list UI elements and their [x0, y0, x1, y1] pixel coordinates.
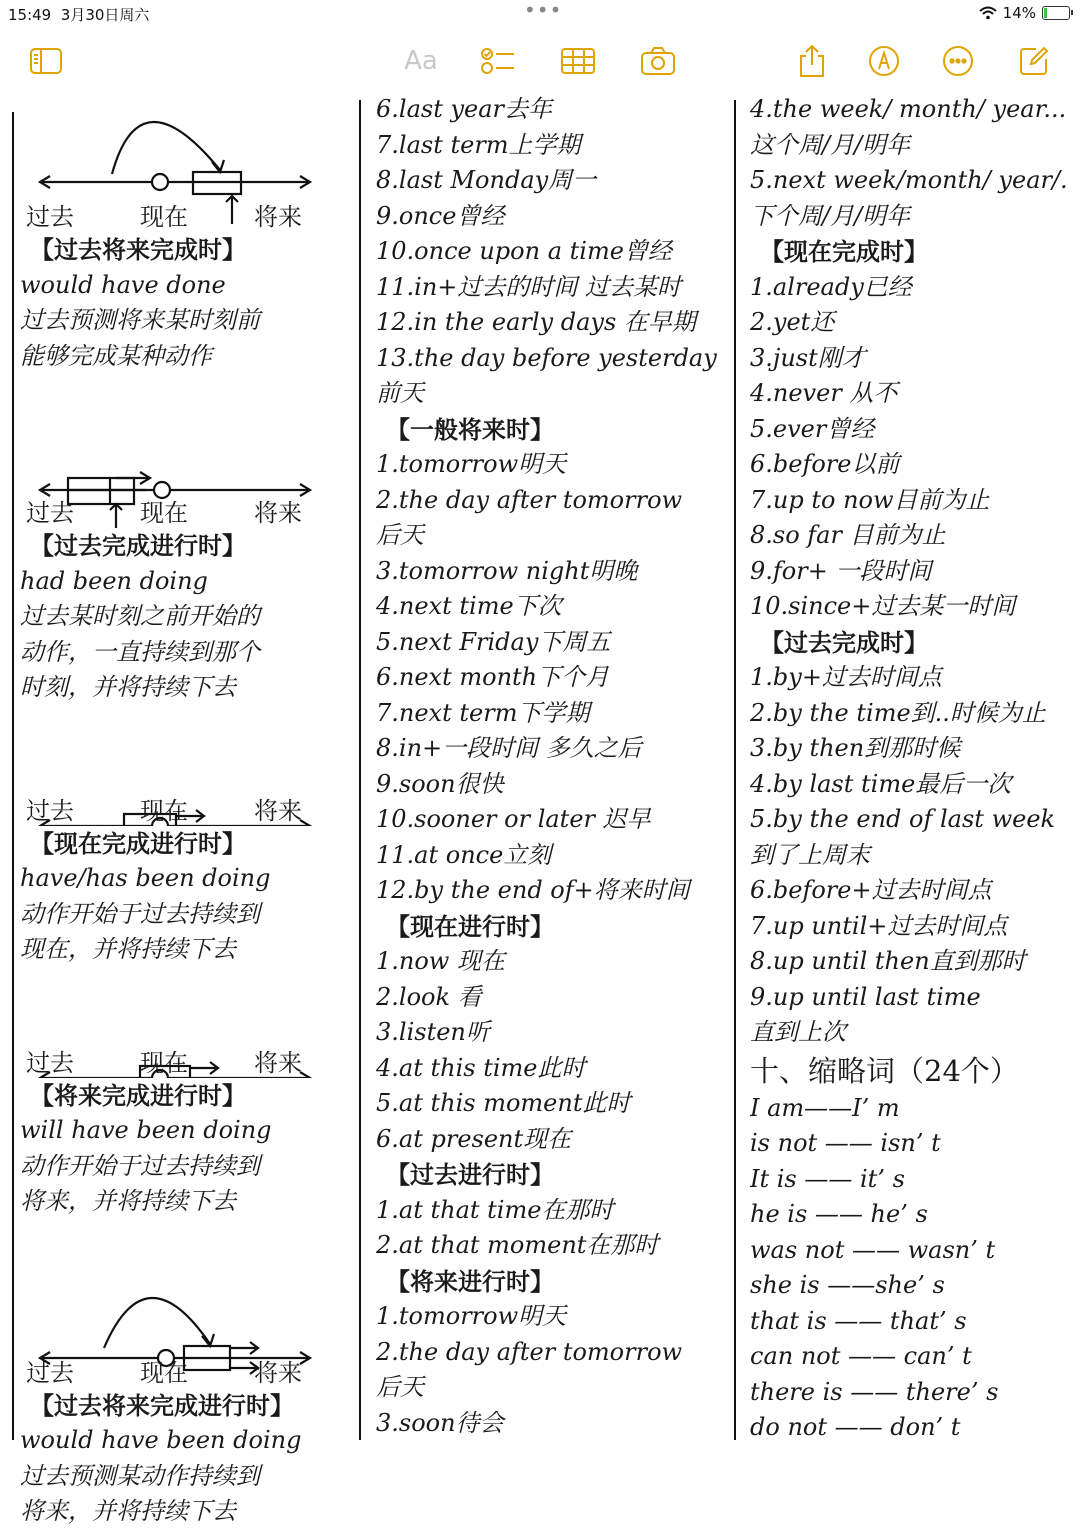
- note-line: 11.in+过去的时间 过去某时: [376, 272, 682, 301]
- section-heading: 【将来进行时】: [386, 1266, 554, 1296]
- note-line: 12.in the early days 在早期: [376, 308, 696, 336]
- status-right: [979, 4, 1070, 22]
- table-icon: [560, 47, 596, 75]
- note-line: 7.up to now目前为止: [750, 485, 990, 514]
- more-button[interactable]: [940, 38, 976, 84]
- note-line: 7.next term下学期: [376, 698, 590, 727]
- note-line: 2.the day after tomorrow: [376, 1337, 683, 1366]
- note-line: 7.up until+过去时间点: [750, 911, 1008, 940]
- status-bar: [0, 0, 1080, 28]
- note-line: 4.next time下次: [376, 592, 562, 620]
- note-line: do not —— don’ t: [750, 1413, 961, 1441]
- section-title: 十、缩略词（24个）: [750, 1053, 1019, 1088]
- battery-icon: [1042, 6, 1070, 20]
- note-line: 7.last term上学期: [376, 130, 581, 159]
- note-line: 1.already已经: [750, 272, 912, 301]
- compose-button[interactable]: [1016, 38, 1052, 84]
- note-line: 6.last year去年: [376, 95, 553, 123]
- format-button[interactable]: Aa: [404, 46, 438, 76]
- timeline-diagram: [20, 756, 340, 826]
- note-line: 5.by the end of last week: [750, 805, 1056, 833]
- note-line: 后天: [376, 521, 424, 549]
- section-heading: 【过去将来完成进行时】: [30, 1390, 294, 1420]
- section-heading: 【过去完成时】: [760, 627, 928, 657]
- share-button[interactable]: [794, 38, 830, 84]
- section-heading: 【过去进行时】: [386, 1160, 554, 1189]
- status-time: 15:49 3月30日周六: [8, 6, 150, 24]
- camera-icon: [640, 46, 676, 76]
- timeline-label-future: 将来: [254, 796, 302, 825]
- timeline-labels: [26, 1048, 326, 1078]
- tense-block: [20, 1260, 340, 1530]
- note-line: 3.listen听: [376, 1018, 490, 1046]
- battery-fill: [1044, 8, 1047, 18]
- note-line: 1.now 现在: [376, 947, 505, 975]
- note-line: will have been doing: [20, 1116, 272, 1144]
- note-line: 2.at that moment在那时: [376, 1231, 659, 1259]
- note-line: 2.by the time到..时候为止: [750, 698, 1046, 727]
- note-line: is not —— isn’ t: [750, 1129, 941, 1157]
- section-heading: 【现在完成时】: [760, 237, 928, 266]
- camera-button[interactable]: [638, 38, 678, 84]
- note-line: 4.at this time此时: [376, 1053, 586, 1082]
- note-line: 9.once曾经: [376, 201, 505, 230]
- markup-button[interactable]: [866, 38, 902, 84]
- checklist-button[interactable]: [478, 38, 518, 84]
- note-line: 3.by then到那时候: [750, 734, 961, 762]
- note-line: 10.once upon a time曾经: [376, 237, 672, 265]
- note-line: 9.for+ 一段时间: [750, 556, 932, 585]
- note-line: 6.at present现在: [376, 1124, 572, 1153]
- note-line: 这个周/月/明年: [750, 130, 911, 159]
- section-heading: 【过去将来完成时】: [30, 235, 246, 264]
- section-heading: 【现在进行时】: [386, 911, 554, 941]
- middle-column: [376, 92, 726, 1441]
- note-line: 1.by+过去时间点: [750, 663, 942, 691]
- note-line: 过去预测某动作持续到: [20, 1461, 260, 1490]
- note-line: 过去某时刻之前开始的: [20, 602, 260, 630]
- note-line: 10.since+过去某一时间: [750, 592, 1016, 620]
- note-line: there is —— there’ s: [750, 1377, 999, 1406]
- note-line: 12.by the end of+将来时间: [376, 876, 690, 904]
- section-heading: 【将来完成进行时】: [30, 1080, 246, 1110]
- checklist-icon: [480, 46, 516, 76]
- section-heading: 【过去完成进行时】: [30, 531, 246, 560]
- note-line: 过去预测将来某时刻前: [20, 306, 260, 334]
- notes-toolbar: [0, 38, 1080, 84]
- tense-block: [20, 756, 340, 968]
- timeline-label-now: 现在: [140, 203, 188, 231]
- note-line: 9.soon很快: [376, 769, 504, 798]
- note-line: he is —— he’ s: [750, 1200, 928, 1228]
- note-line: 8.in+一段时间 多久之后: [376, 734, 642, 762]
- tense-block: [20, 420, 340, 706]
- note-line: 1.tomorrow明天: [376, 450, 567, 478]
- right-column: [750, 92, 1080, 1446]
- section-heading: 【现在完成进行时】: [30, 828, 246, 858]
- pen-circle-icon: [868, 45, 900, 77]
- note-line: I am——I’ m: [750, 1093, 900, 1122]
- tense-block: [20, 1008, 340, 1220]
- table-button[interactable]: [558, 38, 598, 84]
- middle-margin-line: [359, 100, 361, 1440]
- timeline-label-now: 现在: [140, 1048, 188, 1077]
- sidebar-toggle-button[interactable]: [26, 38, 66, 84]
- note-line: she is ——she’ s: [750, 1271, 945, 1299]
- note-line: that is —— that’ s: [750, 1306, 967, 1335]
- timeline-label-past: 过去: [26, 203, 74, 231]
- note-line: 5.at this moment此时: [376, 1089, 631, 1117]
- note-line: 3.soon待会: [376, 1408, 504, 1437]
- timeline-label-now: 现在: [140, 499, 188, 527]
- note-line: have/has been doing: [20, 864, 271, 892]
- sidebar-icon: [29, 47, 63, 75]
- timeline-diagram: [20, 420, 340, 528]
- note-line: 5.next Friday下周五: [376, 627, 611, 656]
- wifi-icon: [979, 6, 997, 20]
- note-line: 5.ever曾经: [750, 414, 875, 443]
- note-line: 4.never 从不: [750, 379, 898, 407]
- battery-percent: 14%: [1002, 4, 1036, 22]
- note-line: can not —— can’ t: [750, 1342, 972, 1370]
- note-line: 8.last Monday周一: [376, 166, 597, 194]
- multitask-dots[interactable]: •••: [524, 0, 563, 22]
- note-line: 6.next month下个月: [376, 663, 610, 691]
- note-line: would have been doing: [20, 1426, 302, 1454]
- note-line: 2.look 看: [376, 982, 482, 1011]
- note-line: 8.so far 目前为止: [750, 521, 946, 549]
- more-icon: [942, 45, 974, 77]
- timeline-labels: [26, 796, 326, 826]
- timeline-label-future: 将来: [254, 1358, 302, 1387]
- left-margin-line: [12, 112, 14, 1440]
- note-line: It is —— it’ s: [750, 1164, 905, 1193]
- note-line: 动作，一直持续到那个: [20, 637, 260, 666]
- tense-block: [20, 92, 340, 374]
- note-line: 3.tomorrow night明晚: [376, 556, 638, 585]
- note-line: 动作开始于过去持续到: [20, 899, 260, 928]
- note-line: 4.by last time最后一次: [750, 769, 1012, 798]
- note-line: 到了上周末: [750, 840, 870, 869]
- note-line: 能够完成某种动作: [20, 341, 212, 370]
- timeline-label-past: 过去: [26, 796, 74, 825]
- note-line: 直到上次: [750, 1018, 846, 1046]
- note-line: 时刻，并将持续下去: [20, 673, 236, 701]
- note-line: 6.before以前: [750, 450, 900, 478]
- timeline-diagram: [20, 92, 340, 232]
- timeline-label-now: 现在: [140, 796, 188, 825]
- timeline-label-past: 过去: [26, 1048, 74, 1077]
- note-line: would have done: [20, 270, 226, 299]
- left-column: [20, 92, 340, 1530]
- timeline-label-future: 将来: [254, 203, 302, 231]
- note-line: 2.yet还: [750, 308, 835, 336]
- note-line: 6.before+过去时间点: [750, 876, 992, 904]
- timeline-label-past: 过去: [26, 499, 74, 527]
- note-line: 8.up until then直到那时: [750, 947, 1026, 975]
- note-line: 10.sooner or later 迟早: [376, 805, 651, 833]
- note-line: 2.the day after tomorrow: [376, 485, 683, 514]
- compose-icon: [1018, 45, 1050, 77]
- timeline-label-future: 将来: [254, 499, 302, 527]
- note-line: 4.the week/ month/ year...: [750, 95, 1067, 123]
- note-line: was not —— wasn’ t: [750, 1235, 996, 1264]
- note-line: 1.at that time在那时: [376, 1195, 614, 1224]
- note-line: 下个周/月/明年: [750, 201, 911, 230]
- timeline-label-future: 将来: [254, 1048, 302, 1077]
- timeline-diagram: [20, 1260, 340, 1388]
- note-line: 9.up until last time: [750, 982, 981, 1011]
- share-icon: [797, 44, 827, 78]
- note-line: 前天: [376, 379, 424, 407]
- note-line: 动作开始于过去持续到: [20, 1151, 260, 1180]
- note-line: 13.the day before yesterday: [376, 343, 717, 372]
- timeline-labels: [26, 202, 326, 232]
- note-line: 现在，并将持续下去: [20, 935, 236, 963]
- note-line: 1.tomorrow明天: [376, 1302, 567, 1330]
- timeline-labels: [26, 498, 326, 528]
- note-line: 3.just刚才: [750, 343, 866, 372]
- timeline-diagram: [20, 1008, 340, 1078]
- note-line: 将来，并将持续下去: [20, 1187, 236, 1215]
- note-line: 后天: [376, 1373, 424, 1401]
- right-margin-line: [734, 100, 736, 1440]
- note-line: had been doing: [20, 566, 208, 595]
- timeline-label-now: 现在: [140, 1358, 188, 1387]
- section-heading: 【一般将来时】: [386, 414, 554, 444]
- note-line: 将来，并将持续下去: [20, 1497, 236, 1525]
- timeline-label-past: 过去: [26, 1358, 74, 1387]
- note-line: 11.at once立刻: [376, 840, 552, 869]
- note-line: 5.next week/month/ year/.: [750, 166, 1068, 194]
- timeline-labels: [26, 1358, 326, 1388]
